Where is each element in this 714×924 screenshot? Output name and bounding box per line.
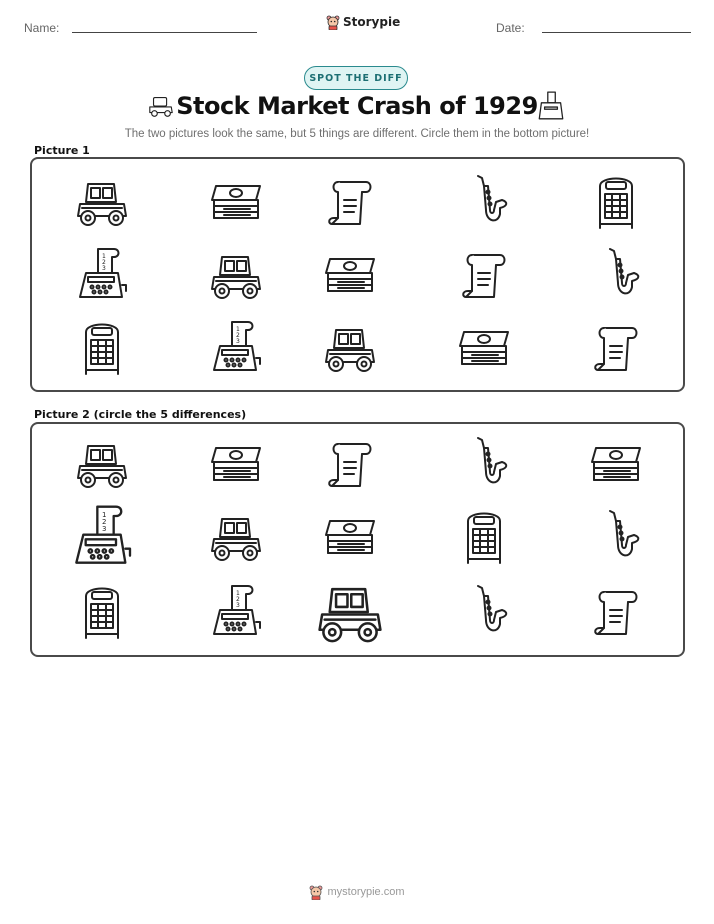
svg-text:1: 1 (102, 511, 107, 520)
brand-name: Storypie (343, 15, 401, 29)
car-icon[interactable] (312, 574, 388, 650)
svg-text:2: 2 (236, 596, 240, 603)
register-icon[interactable] (206, 582, 266, 642)
money-icon (454, 318, 514, 378)
register-icon[interactable] (67, 502, 137, 572)
picture-2-label: Picture 2 (circle the 5 differences) (34, 408, 247, 421)
car-icon (72, 172, 132, 232)
scroll-icon (320, 172, 380, 232)
scroll-icon[interactable] (320, 434, 380, 494)
car-icon (320, 318, 380, 378)
brand-logo (326, 14, 400, 30)
footer (0, 884, 714, 900)
date-label: Date: (496, 21, 525, 35)
radio-icon (72, 318, 132, 378)
footer-url[interactable]: mystorypie.com (327, 886, 405, 898)
car-icon (206, 245, 266, 305)
saxophone-icon (586, 245, 646, 305)
money-icon (320, 245, 380, 305)
name-label: Name: (24, 21, 60, 35)
svg-text:1: 1 (236, 326, 240, 333)
scroll-icon[interactable] (586, 582, 646, 642)
car-icon[interactable] (206, 507, 266, 567)
svg-text:2: 2 (102, 259, 106, 266)
spot-the-diff-badge: SPOT THE DIFF (304, 66, 408, 90)
date-line[interactable] (542, 32, 691, 33)
saxophone-icon (454, 172, 514, 232)
money-icon[interactable] (586, 434, 646, 494)
page-title: Stock Market Crash of 1929 (176, 92, 538, 120)
radio-icon (586, 172, 646, 232)
radio-icon[interactable] (72, 582, 132, 642)
saxophone-icon[interactable] (454, 582, 514, 642)
svg-text:3: 3 (102, 525, 107, 534)
svg-text:1: 1 (236, 590, 240, 597)
svg-text:3: 3 (236, 602, 240, 609)
saxophone-icon[interactable] (454, 434, 514, 494)
scroll-icon (454, 245, 514, 305)
register-icon (206, 318, 266, 378)
title-register-icon (534, 90, 568, 122)
svg-text:3: 3 (236, 338, 240, 345)
scroll-icon (586, 318, 646, 378)
radio-icon[interactable] (454, 507, 514, 567)
register-icon (72, 245, 132, 305)
money-icon[interactable] (320, 507, 380, 567)
storypie-mascot-icon (309, 884, 323, 900)
svg-text:2: 2 (102, 518, 107, 527)
picture-1-label: Picture 1 (34, 144, 90, 157)
money-icon (206, 172, 266, 232)
name-line[interactable] (72, 32, 257, 33)
saxophone-icon[interactable] (586, 507, 646, 567)
money-icon[interactable] (206, 434, 266, 494)
svg-text:3: 3 (102, 265, 106, 272)
instructions-text: The two pictures look the same, but 5 things are different. Circle them in the bottom picture! (124, 128, 590, 140)
svg-text:2: 2 (236, 332, 240, 339)
car-icon[interactable] (72, 434, 132, 494)
svg-text:1: 1 (102, 253, 106, 260)
storypie-mascot-icon (326, 14, 340, 30)
